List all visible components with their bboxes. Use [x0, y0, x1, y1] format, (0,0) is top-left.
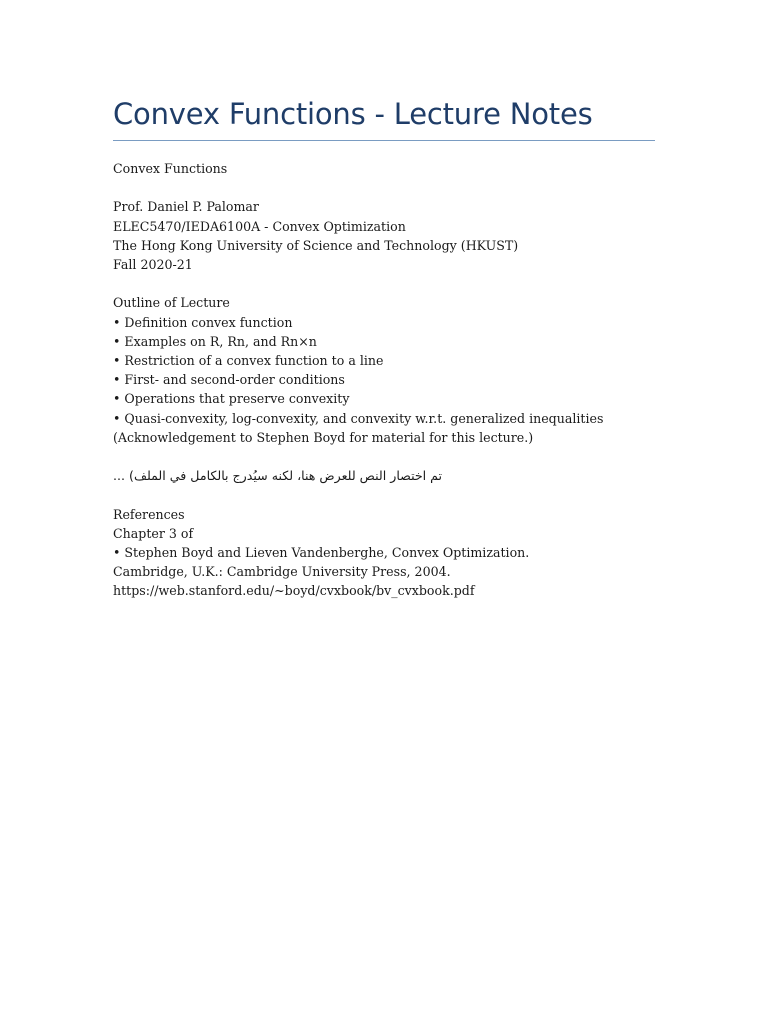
term: Fall 2020-21	[113, 257, 193, 272]
blank-line	[113, 447, 655, 466]
reference-line: • Stephen Boyd and Lieven Vandenberghe, Convex Optimization.	[113, 545, 530, 560]
document-title: Convex Functions - Lecture Notes	[113, 97, 593, 131]
outline-item: • First- and second-order conditions	[113, 372, 345, 388]
title-underline-rule	[113, 140, 655, 141]
blank-line	[113, 178, 655, 197]
truncation-note	[113, 466, 655, 485]
truncation-note-prefix: ... (	[113, 468, 134, 484]
course: ELEC5470/IEDA6100A - Convex Optimization	[113, 218, 406, 234]
references-heading: References	[113, 506, 185, 522]
outline-item: • Quasi-convexity, log-convexity, and convexity w.r.t. generalized inequalities	[113, 410, 604, 426]
acknowledgement: (Acknowledgement to Stephen Boyd for material for this lecture.)	[113, 429, 534, 445]
reference-line: Cambridge, U.K.: Cambridge University Press, 2004.	[113, 564, 451, 580]
reference-url: https://web.stanford.edu/~boyd/cvxbook/bv_cvxbook.pdf	[113, 583, 475, 599]
document-body	[113, 159, 655, 601]
document-page	[113, 92, 655, 601]
blank-line	[113, 485, 655, 504]
author: Prof. Daniel P. Palomar	[113, 199, 259, 215]
outline-item: • Examples on R, Rn, and Rn×n	[113, 333, 317, 349]
references-chapter: Chapter 3 of	[113, 525, 194, 541]
outline-item: • Operations that preserve convexity	[113, 391, 350, 407]
institution: The Hong Kong University of Science and Technology (HKUST)	[113, 237, 519, 253]
outline-item: • Restriction of a convex function to a line	[113, 353, 384, 368]
subtitle: Convex Functions	[113, 161, 228, 176]
outline-item: • Definition convex function	[113, 314, 293, 330]
truncation-note-arabic: تم اختصار النص للعرض هنا، لكنه سيُدرج بالكامل في الملف	[133, 468, 443, 484]
outline-heading: Outline of Lecture	[113, 295, 230, 311]
blank-line	[113, 274, 655, 293]
